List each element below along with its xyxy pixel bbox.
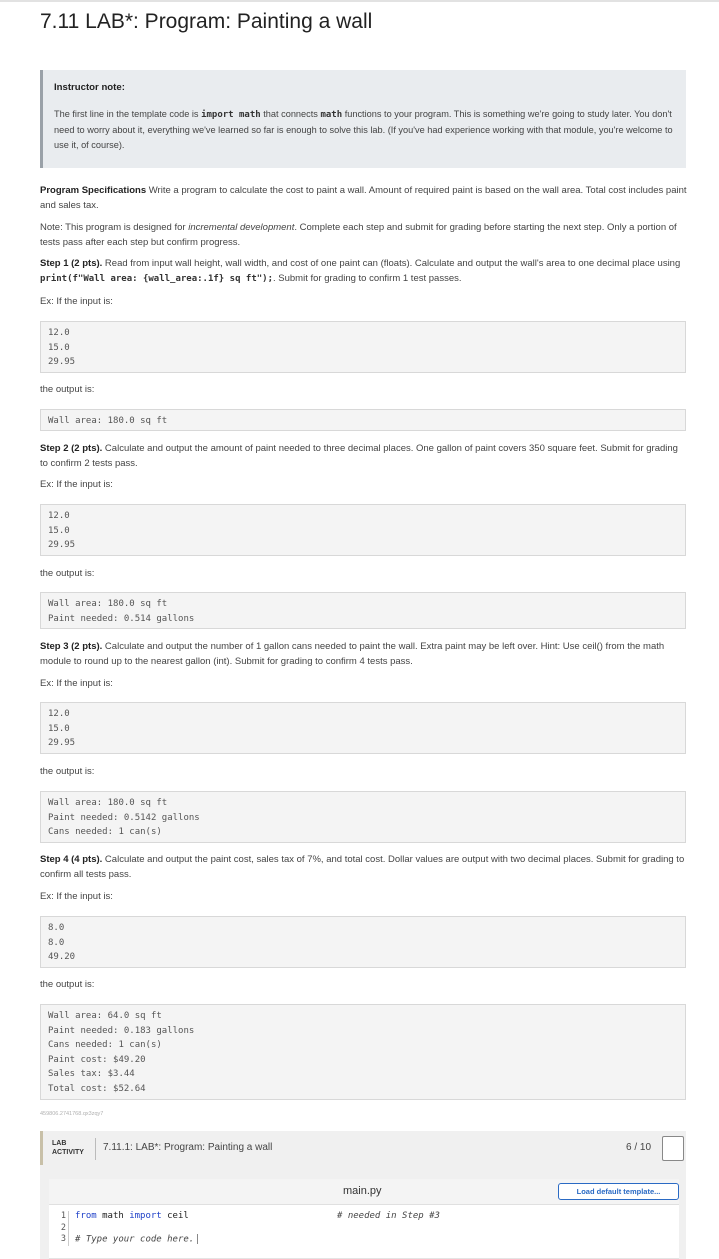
code-line: 15.0: [48, 342, 70, 353]
divider: [95, 1138, 96, 1160]
code-line: 29.95: [48, 540, 76, 551]
lab-score: 6 / 10: [626, 1142, 652, 1153]
code-comment: # needed in Step #3: [337, 1211, 440, 1221]
code-line: Paint needed: 0.183 gallons: [48, 1025, 195, 1036]
example-output: [40, 791, 686, 843]
file-name: main.py: [343, 1185, 382, 1197]
note-text: . Complete each step and submit for grading before starting the next step. Only a portion of tests pass after each step but confirm progress.: [40, 222, 677, 248]
code-line: 29.95: [48, 357, 76, 368]
example-input: [40, 504, 686, 556]
output-label: the output is:: [40, 568, 95, 579]
step-label: Step 1 (2 pts).: [40, 258, 103, 269]
step-2-description: [40, 442, 688, 471]
step-4-description: [40, 853, 688, 882]
step-label: Step 3 (2 pts).: [40, 641, 103, 652]
example-label: Ex: If the input is:: [40, 296, 113, 307]
step-text: Read from input wall height, wall width, and cost of one paint can (floats). Calculate and output the wall's area to one decimal place using: [102, 258, 681, 269]
keyword: import: [129, 1211, 162, 1221]
spec-text: Write a program to calculate the cost to paint a wall. Amount of required paint is based on the wall area. Total cost includes paint and sales tax.: [40, 185, 687, 211]
step-text: Calculate and output the paint cost, sales tax of 7%, and total cost. Dollar values are output with two decimal places. Submit for grading to confirm all tests pass.: [40, 854, 685, 880]
code-line: 15.0: [48, 723, 70, 734]
incremental-note: [40, 221, 688, 250]
line-number: 3: [60, 1234, 66, 1244]
lab-title: 7.11.1: LAB*: Program: Painting a wall: [103, 1142, 273, 1153]
inline-code: print(f"Wall area: {wall_area:.1f} sq ft");: [40, 273, 273, 284]
example-input: [40, 321, 686, 373]
page-title: 7.11 LAB*: Program: Painting a wall: [40, 10, 373, 33]
code-line: 29.95: [48, 738, 76, 749]
output-label: the output is:: [40, 766, 95, 777]
load-default-template-button[interactable]: Load default template...: [558, 1183, 679, 1200]
code-line: Wall area: 64.0 sq ft: [48, 1011, 162, 1021]
code-line: 15.0: [48, 525, 70, 536]
code-line: Paint cost: $49.20: [48, 1054, 146, 1065]
step-3-description: [40, 640, 688, 669]
file-tabbar: [49, 1179, 679, 1205]
code-line: 8.0: [48, 937, 65, 948]
program-specifications: [40, 184, 688, 213]
code-line: 12.0: [48, 328, 70, 338]
step-1-description: [40, 257, 688, 286]
editor-container: [40, 1165, 686, 1259]
code-line[interactable]: [75, 1234, 675, 1246]
output-label: the output is:: [40, 979, 95, 990]
keyword: from: [75, 1211, 97, 1221]
output-label: the output is:: [40, 384, 95, 395]
code-line: Paint needed: 0.514 gallons: [48, 613, 195, 624]
spec-label: Program Specifications: [40, 185, 147, 196]
code-line: 12.0: [48, 511, 70, 521]
code-line: Paint needed: 0.5142 gallons: [48, 812, 200, 823]
step-label: Step 4 (4 pts).: [40, 854, 103, 865]
example-output: [40, 592, 686, 629]
code-line: Cans needed: 1 can(s): [48, 827, 162, 838]
code-line: 49.20: [48, 952, 76, 963]
line-number-gutter: [49, 1211, 69, 1246]
inline-code: import math: [201, 110, 261, 120]
example-label: Ex: If the input is:: [40, 678, 113, 689]
code-line: Wall area: 180.0 sq ft: [48, 798, 168, 808]
text-cursor: [197, 1234, 198, 1244]
line-number: 1: [60, 1211, 66, 1221]
code-lines[interactable]: [75, 1211, 675, 1246]
example-label: Ex: If the input is:: [40, 891, 113, 902]
code-comment: # Type your code here.: [75, 1234, 195, 1245]
instructor-note-title: Instructor note:: [54, 82, 125, 93]
step-text: Calculate and output the amount of paint needed to three decimal places. One gallon of paint covers 350 square feet. Submit for grading to confirm 2 tests pass.: [40, 443, 678, 469]
example-output: [40, 409, 686, 431]
lab-label-line: LAB: [52, 1140, 67, 1147]
activity-id: 459806.2741768.qx3zqy7: [40, 1111, 104, 1117]
step-text: Calculate and output the number of 1 gallon cans needed to paint the wall. Extra paint may be left over. Hint: Use ceil() from the math module to round up to the nearest gallon (int). Submit for grading to confirm 4 tests pass.: [40, 641, 665, 667]
example-label: Ex: If the input is:: [40, 479, 113, 490]
code-line[interactable]: [75, 1223, 675, 1235]
lab-activity-label: [52, 1139, 84, 1157]
lab-label-line: ACTIVITY: [52, 1149, 84, 1156]
note-italic: incremental development: [188, 222, 295, 233]
note-text: functions to your program. This is something we're going to study later. You don't need to worry about it, everything we've learned so far is enough to solve this lab. (If you've had experience working with that module, you're welcome to use it, of course).: [54, 109, 673, 150]
code-line: Total cost: $52.64: [48, 1083, 146, 1094]
inline-code: math: [320, 110, 343, 120]
code-line: Cans needed: 1 can(s): [48, 1040, 162, 1051]
code-token: ceil: [161, 1211, 189, 1221]
code-editor[interactable]: [49, 1179, 679, 1259]
note-text: that connects: [260, 109, 321, 119]
example-output: [40, 1004, 686, 1100]
instructor-note: [40, 70, 686, 168]
top-border: [0, 0, 719, 2]
example-input: [40, 702, 686, 754]
note-text: Note: This program is designed for: [40, 222, 189, 233]
lab-activity-header: [40, 1131, 686, 1165]
code-line: Wall area: 180.0 sq ft: [48, 599, 168, 609]
line-number: 2: [60, 1222, 66, 1233]
example-input: [40, 916, 686, 968]
note-text: The first line in the template code is: [54, 109, 202, 119]
step-label: Step 2 (2 pts).: [40, 443, 103, 454]
code-token: math: [96, 1211, 130, 1221]
code-line: 8.0: [48, 923, 65, 933]
step-text: . Submit for grading to confirm 1 test passes.: [273, 272, 462, 284]
code-line: Wall area: 180.0 sq ft: [48, 416, 168, 426]
code-line: 12.0: [48, 709, 70, 719]
code-line[interactable]: [75, 1211, 675, 1223]
code-line: Sales tax: $3.44: [48, 1069, 135, 1080]
score-badge-icon: [662, 1136, 684, 1161]
instructor-note-body: [54, 107, 674, 153]
code-area[interactable]: [49, 1205, 679, 1259]
